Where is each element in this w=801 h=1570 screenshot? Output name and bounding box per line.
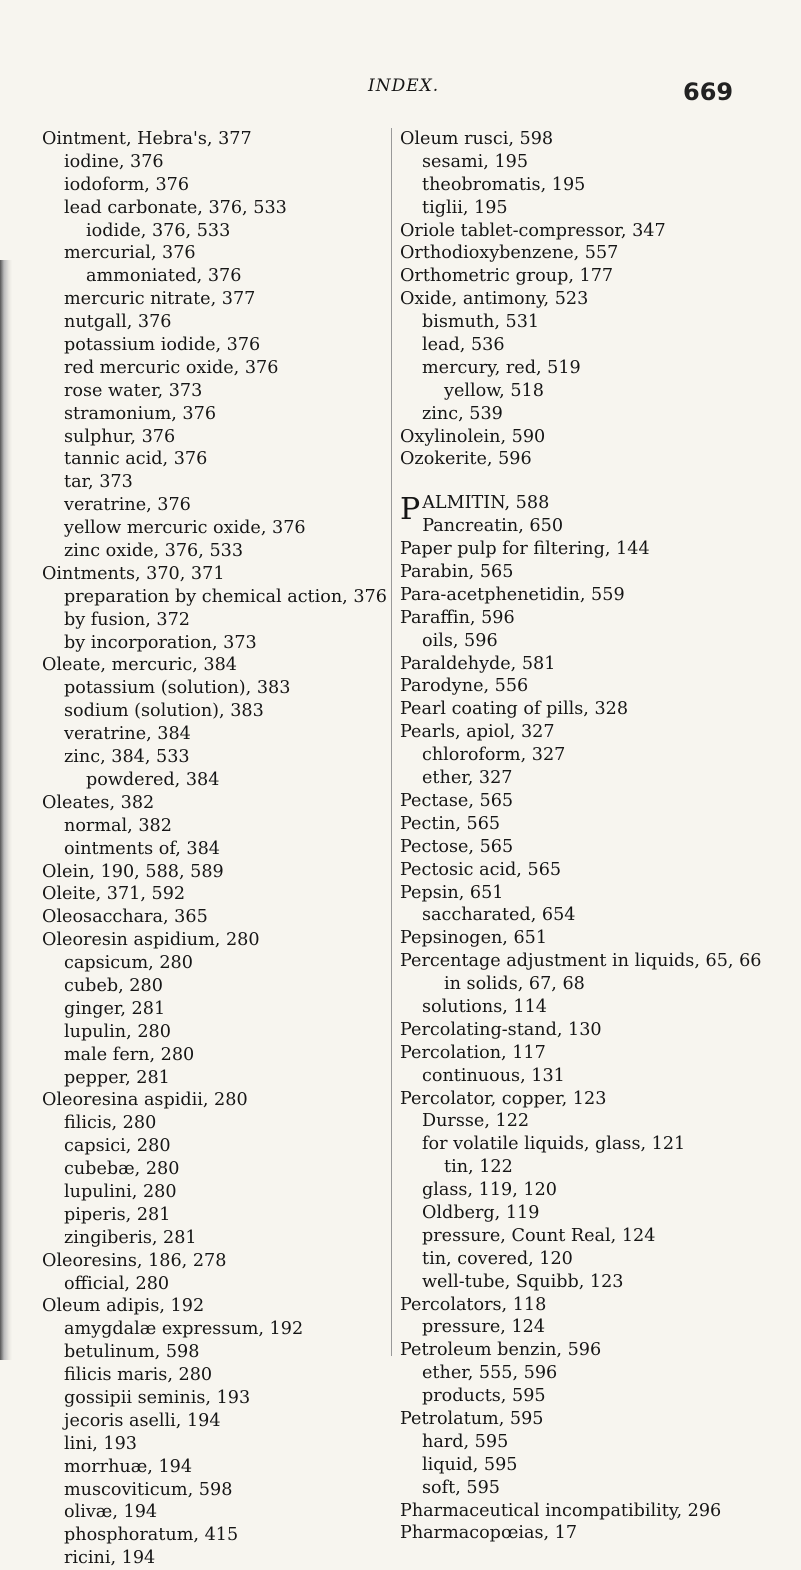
index-entry: tannic acid, 376: [64, 449, 208, 470]
index-entry: veratrine, 384: [64, 724, 191, 745]
index-entry: powdered, 384: [86, 769, 220, 790]
index-entry: Pepsin, 651: [400, 882, 504, 903]
index-entry: lupulin, 280: [64, 1021, 171, 1042]
index-entry: theobromatis, 195: [422, 174, 586, 195]
index-entry: Paraffin, 596: [400, 607, 515, 628]
index-entry: Petroleum benzin, 596: [400, 1340, 602, 1361]
index-entry: Oleoresins, 186, 278: [42, 1250, 227, 1271]
index-entry: zinc oxide, 376, 533: [64, 541, 244, 562]
index-entry: zinc, 384, 533: [64, 747, 190, 768]
index-entry: Parodyne, 556: [400, 676, 529, 697]
index-entry: liquid, 595: [422, 1454, 518, 1475]
index-entry: Pharmacopœias, 17: [400, 1523, 578, 1544]
index-entry: Oleum adipis, 192: [42, 1296, 205, 1317]
column-divider: [391, 128, 392, 1356]
index-entry: ether, 327: [422, 768, 513, 789]
index-entry: Oleosacchara, 365: [42, 907, 208, 928]
index-entry: yellow mercuric oxide, 376: [64, 518, 306, 539]
index-entry: iodoform, 376: [64, 174, 190, 195]
index-entry: jecoris aselli, 194: [64, 1410, 221, 1431]
index-entry: amygdalæ expressum, 192: [64, 1319, 304, 1340]
index-entry: Pectase, 565: [400, 790, 514, 811]
index-entry: mercurial, 376: [64, 243, 196, 264]
index-entry: Oxylinolein, 590: [400, 426, 546, 447]
index-entry: oils, 596: [422, 630, 498, 651]
index-entry: in solids, 67, 68: [444, 974, 585, 995]
index-entry: Pectose, 565: [400, 836, 514, 857]
o-entries: [400, 128, 770, 471]
index-entry: Percolator, copper, 123: [400, 1088, 607, 1109]
index-entry: for volatile liquids, glass, 121: [422, 1134, 686, 1155]
index-entry: zinc, 539: [422, 403, 503, 424]
index-entry: Oleates, 382: [42, 792, 155, 813]
index-entry: Petrolatum, 595: [400, 1408, 544, 1429]
index-entry: stramonium, 376: [64, 403, 217, 424]
index-entry: tin, 122: [444, 1157, 513, 1178]
index-entry: lupulini, 280: [64, 1181, 177, 1202]
index-entry: yellow, 518: [444, 380, 544, 401]
index-entry: ether, 555, 596: [422, 1363, 558, 1384]
index-entry: Oleate, mercuric, 384: [42, 655, 237, 676]
index-entry: tiglii, 195: [422, 197, 508, 218]
index-entry: Para-acetphenetidin, 559: [400, 584, 625, 605]
index-entry: Percentage adjustment in liquids, 65, 66: [400, 951, 762, 972]
index-entry: tin, covered, 120: [422, 1248, 573, 1269]
index-entry: solutions, 114: [422, 996, 547, 1017]
index-entry: tar, 373: [64, 472, 133, 493]
index-entry: filicis, 280: [64, 1113, 157, 1134]
index-entry: Percolating-stand, 130: [400, 1019, 602, 1040]
index-entry: Percolators, 118: [400, 1294, 547, 1315]
p-entries: [400, 515, 770, 1545]
index-entry: Oriole tablet-compressor, 347: [400, 220, 666, 241]
section-gap: [400, 471, 770, 492]
index-entry: Orthodioxybenzene, 557: [400, 243, 619, 264]
index-entry: hard, 595: [422, 1431, 509, 1452]
right-index-column: [400, 128, 770, 1545]
drop-cap-letter: P: [400, 492, 421, 528]
index-entry: by fusion, 372: [64, 609, 190, 630]
index-entry: official, 280: [64, 1273, 170, 1294]
index-entry: muscoviticum, 598: [64, 1479, 233, 1500]
index-entry: Oxide, antimony, 523: [400, 289, 589, 310]
index-entry: sodium (solution), 383: [64, 701, 264, 722]
index-entry: cubeb, 280: [64, 975, 163, 996]
index-entry: Paraldehyde, 581: [400, 653, 556, 674]
index-entry: ginger, 281: [64, 998, 166, 1019]
index-entry: Orthometric group, 177: [400, 266, 614, 287]
left-index-column: [42, 128, 387, 1570]
index-entry: pressure, 124: [422, 1317, 546, 1338]
index-entry: bismuth, 531: [422, 312, 540, 333]
index-entry: betulinum, 598: [64, 1342, 200, 1363]
index-entry: Pectin, 565: [400, 813, 501, 834]
index-entry: piperis, 281: [64, 1204, 171, 1225]
index-entry: preparation by chemical action, 376: [64, 586, 387, 607]
index-entry: nutgall, 376: [64, 312, 172, 333]
index-entry: Oleoresina aspidii, 280: [42, 1090, 248, 1111]
index-entry: Pectosic acid, 565: [400, 859, 562, 880]
index-entry: Ointment, Hebra's, 377: [42, 129, 252, 149]
index-entry: Pharmaceutical incompatibility, 296: [400, 1500, 722, 1521]
index-entry: products, 595: [422, 1386, 546, 1407]
index-entry: by incorporation, 373: [64, 632, 257, 653]
drop-cap-entry-text: ALMITIN, 588: [422, 493, 550, 514]
index-entry: Dursse, 122: [422, 1111, 530, 1132]
index-entry: potassium iodide, 376: [64, 335, 261, 356]
index-entry: Paper pulp for filtering, 144: [400, 539, 650, 560]
index-entry: soft, 595: [422, 1477, 500, 1498]
index-entry: Oleite, 371, 592: [42, 884, 186, 905]
index-entry: Pearls, apiol, 327: [400, 722, 555, 743]
index-entry: male fern, 280: [64, 1044, 195, 1065]
index-entry: glass, 119, 120: [422, 1180, 557, 1201]
index-entry: Pancreatin, 650: [422, 516, 564, 537]
page-number: 669: [683, 78, 734, 106]
index-entry: zingiberis, 281: [64, 1227, 197, 1248]
index-entry: Percolation, 117: [400, 1042, 546, 1063]
index-entry: potassium (solution), 383: [64, 678, 291, 699]
index-entry: mercury, red, 519: [422, 357, 581, 378]
index-entry: morrhuæ, 194: [64, 1456, 193, 1477]
index-entry: capsicum, 280: [64, 953, 193, 974]
index-entry: sulphur, 376: [64, 426, 176, 447]
index-entry: lead, 536: [422, 335, 505, 356]
index-entry: filicis maris, 280: [64, 1365, 213, 1386]
index-entry: Ointments, 370, 371: [42, 563, 225, 584]
index-entry: iodide, 376, 533: [86, 220, 231, 241]
index-entry: chloroform, 327: [422, 745, 566, 766]
index-entry: olivæ, 194: [64, 1502, 158, 1523]
page-header: [0, 76, 801, 110]
index-entry: Oleoresin aspidium, 280: [42, 930, 260, 951]
index-entry: Parabin, 565: [400, 562, 514, 583]
index-entry: Pepsinogen, 651: [400, 928, 548, 949]
index-entry: normal, 382: [64, 815, 172, 836]
index-entry: ointments of, 384: [64, 838, 220, 859]
index-entry: sesami, 195: [422, 151, 529, 172]
index-entry: ammoniated, 376: [86, 266, 242, 287]
index-entry: saccharated, 654: [422, 905, 576, 926]
index-entry: gossipii seminis, 193: [64, 1387, 251, 1408]
index-entry: Olein, 190, 588, 589: [42, 861, 224, 882]
running-title: INDEX.: [368, 76, 440, 96]
index-entry: pressure, Count Real, 124: [422, 1225, 656, 1246]
index-entry: veratrine, 376: [64, 495, 191, 516]
index-entry: lead carbonate, 376, 533: [64, 197, 287, 218]
index-entry: cubebæ, 280: [64, 1159, 180, 1180]
index-entry: Ozokerite, 596: [400, 449, 532, 470]
index-entry: capsici, 280: [64, 1136, 171, 1157]
index-entry: phosphoratum, 415: [64, 1525, 239, 1546]
index-entry: Oldberg, 119: [422, 1202, 540, 1223]
index-entry: lini, 193: [64, 1433, 137, 1454]
index-entry: rose water, 373: [64, 380, 203, 401]
index-entry: pepper, 281: [64, 1067, 170, 1088]
index-entry: mercuric nitrate, 377: [64, 289, 256, 310]
index-entry: well-tube, Squibb, 123: [422, 1271, 624, 1292]
index-entry: ricini, 194: [64, 1548, 156, 1569]
index-entry: iodine, 376: [64, 151, 164, 172]
index-entry: Oleum rusci, 598: [400, 129, 554, 149]
index-entry: Pearl coating of pills, 328: [400, 699, 629, 720]
page-binding-edge: [0, 260, 12, 1360]
index-entry: continuous, 131: [422, 1065, 565, 1086]
index-entry: red mercuric oxide, 376: [64, 357, 279, 378]
